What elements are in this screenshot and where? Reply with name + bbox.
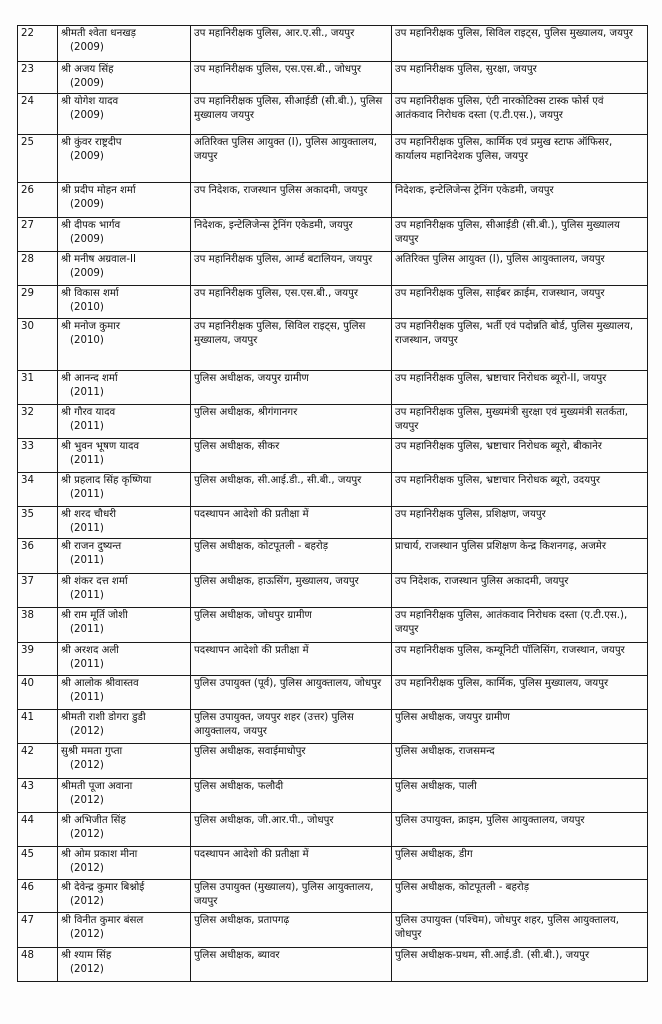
officer-batch: (2009) [70,78,104,89]
new-posting-cell: पुलिस उपायुक्त, क्राइम, पुलिस आयुक्तालय, जयपुर [392,813,648,847]
officer-batch: (2012) [70,863,104,874]
serial-number-cell: 24 [18,94,58,135]
officer-name: श्री शरद चौधरी [61,509,117,520]
officer-batch: (2009) [70,42,104,53]
current-posting-cell: पुलिस अधीक्षक, सी.आई.डी., सी.बी., जयपुर [191,473,392,507]
current-posting-cell: पुलिस अधीक्षक, जयपुर ग्रामीण [191,371,392,405]
new-posting-cell: पुलिस उपायुक्त (पश्चिम), जोधपुर शहर, पुलिस आयुक्तालय, जोधपुर [392,913,648,948]
officer-batch: (2011) [70,624,104,635]
table-row [18,439,648,473]
current-posting-cell: पुलिस उपायुक्त, जयपुर शहर (उत्तर) पुलिस आयुक्तालय, जयपुर [191,710,392,744]
current-posting-cell: पदस्थापन आदेशो की प्रतीक्षा में [191,643,392,676]
serial-number-cell: 33 [18,439,58,473]
officer-cell [58,319,191,371]
officer-batch: (2012) [70,795,104,806]
new-posting-cell: उप महानिरीक्षक पुलिस, एंटी नारकोटिक्स टास्क फोर्स एवं आतंकवाद निरोधक दस्ता (ए.टी.एस.), जयपुर [392,94,648,135]
serial-number-cell: 31 [18,371,58,405]
officer-cell [58,94,191,135]
new-posting-cell: पुलिस अधीक्षक, जयपुर ग्रामीण [392,710,648,744]
serial-number-cell: 28 [18,252,58,286]
current-posting-cell: उप महानिरीक्षक पुलिस, एस.एस.बी., जयपुर [191,286,392,319]
transfer-table [17,25,648,982]
new-posting-cell: उप महानिरीक्षक पुलिस, भ्रष्टाचार निरोधक ब्यूरो, उदयपुर [392,473,648,507]
new-posting-cell: उप महानिरीक्षक पुलिस, मुख्यमंत्री सुरक्षा एवं मुख्यमंत्री सतर्कता, जयपुर [392,405,648,439]
officer-batch: (2010) [70,302,104,313]
officer-batch: (2012) [70,726,104,737]
officer-batch: (2009) [70,268,104,279]
table-body [18,26,648,982]
current-posting-cell: पदस्थापन आदेशो की प्रतीक्षा में [191,507,392,539]
officer-name: श्री योगेश यादव [61,96,119,107]
officer-batch: (2012) [70,929,104,940]
current-posting-cell: पुलिस उपायुक्त (मुख्यालय), पुलिस आयुक्तालय, जयपुर [191,880,392,913]
new-posting-cell: उप महानिरीक्षक पुलिस, सीआईडी (सी.बी.), पुलिस मुख्यालय जयपुर [392,218,648,252]
officer-name: श्री राजन दुष्यन्त [61,541,122,552]
officer-batch: (2011) [70,692,104,703]
table-row [18,880,648,913]
officer-cell [58,507,191,539]
current-posting-cell: पुलिस अधीक्षक, हाऊसिंग, मुख्यालय, जयपुर [191,574,392,608]
officer-name: श्री मनोज कुमार [61,321,120,332]
current-posting-cell: पदस्थापन आदेशो की प्रतीक्षा में [191,847,392,880]
current-posting-cell: पुलिस अधीक्षक, कोटपूतली - बहरोड़ [191,539,392,574]
officer-batch: (2011) [70,489,104,500]
officer-cell [58,371,191,405]
new-posting-cell: उप महानिरीक्षक पुलिस, कार्मिक एवं प्रमुख स्टाफ ऑफिसर, कार्यालय महानिदेशक पुलिस, जयपुर [392,135,648,183]
officer-cell [58,62,191,94]
new-posting-cell: अतिरिक्त पुलिस आयुक्त (I), पुलिस आयुक्तालय, जयपुर [392,252,648,286]
table-row [18,574,648,608]
serial-number-cell: 48 [18,948,58,982]
serial-number-cell: 41 [18,710,58,744]
table-row [18,948,648,982]
current-posting-cell: उप महानिरीक्षक पुलिस, आर्म्ड बटालियन, जयपुर [191,252,392,286]
officer-name: श्री आनन्द शर्मा [61,373,118,384]
officer-name: श्री कुंवर राष्ट्रदीप [61,137,122,148]
table-row [18,676,648,710]
new-posting-cell: उप निदेशक, राजस्थान पुलिस अकादमी, जयपुर [392,574,648,608]
table-row [18,913,648,948]
table-row [18,62,648,94]
officer-batch: (2011) [70,590,104,601]
table-row [18,319,648,371]
current-posting-cell: उप महानिरीक्षक पुलिस, सीआईडी (सी.बी.), पुलिस मुख्यालय जयपुर [191,94,392,135]
current-posting-cell: निदेशक, इन्टेलिजेन्स ट्रेनिंग एकेडमी, जयपुर [191,218,392,252]
current-posting-cell: पुलिस अधीक्षक, श्रीगंगानगर [191,405,392,439]
officer-batch: (2009) [70,234,104,245]
officer-name: श्रीमती राशी डोगरा डुडी [61,712,146,723]
serial-number-cell: 38 [18,608,58,643]
officer-batch: (2012) [70,964,104,975]
new-posting-cell: उप महानिरीक्षक पुलिस, आतंकवाद निरोधक दस्ता (ए.टी.एस.), जयपुर [392,608,648,643]
new-posting-cell: उप महानिरीक्षक पुलिस, भर्ती एवं पदोन्नति बोर्ड, पुलिस मुख्यालय, राजस्थान, जयपुर [392,319,648,371]
current-posting-cell: पुलिस अधीक्षक, जी.आर.पी., जोधपुर [191,813,392,847]
officer-cell [58,473,191,507]
officer-batch: (2009) [70,110,104,121]
new-posting-cell: उप महानिरीक्षक पुलिस, कार्मिक, पुलिस मुख्यालय, जयपुर [392,676,648,710]
officer-cell [58,135,191,183]
table-row [18,813,648,847]
officer-name: श्री अजय सिंह [61,64,114,75]
officer-name: श्री विकास शर्मा [61,288,119,299]
officer-batch: (2012) [70,896,104,907]
current-posting-cell: अतिरिक्त पुलिस आयुक्त (I), पुलिस आयुक्तालय, जयपुर [191,135,392,183]
table-row [18,183,648,218]
serial-number-cell: 45 [18,847,58,880]
officer-cell [58,744,191,779]
officer-name: श्री ओम प्रकाश मीना [61,849,138,860]
officer-cell [58,252,191,286]
officer-cell [58,405,191,439]
officer-cell [58,26,191,62]
table-row [18,286,648,319]
officer-name: सुश्री ममता गुप्ता [61,746,123,757]
officer-cell [58,676,191,710]
new-posting-cell: प्राचार्य, राजस्थान पुलिस प्रशिक्षण केन्द्र किशनगढ़, अजमेर [392,539,648,574]
current-posting-cell: पुलिस उपायुक्त (पूर्व), पुलिस आयुक्तालय, जोधपुर [191,676,392,710]
serial-number-cell: 47 [18,913,58,948]
officer-batch: (2011) [70,421,104,432]
officer-cell [58,948,191,982]
serial-number-cell: 32 [18,405,58,439]
officer-cell [58,779,191,813]
officer-name: श्री मनीष अग्रवाल-II [61,254,137,265]
current-posting-cell: पुलिस अधीक्षक, प्रतापगढ़ [191,913,392,948]
serial-number-cell: 29 [18,286,58,319]
serial-number-cell: 46 [18,880,58,913]
table-row [18,371,648,405]
table-row [18,26,648,62]
officer-name: श्री श्याम सिंह [61,950,112,961]
serial-number-cell: 25 [18,135,58,183]
table-row [18,507,648,539]
table-row [18,643,648,676]
serial-number-cell: 43 [18,779,58,813]
current-posting-cell: पुलिस अधीक्षक, सवाईमाधोपुर [191,744,392,779]
serial-number-cell: 36 [18,539,58,574]
new-posting-cell: उप महानिरीक्षक पुलिस, सुरक्षा, जयपुर [392,62,648,94]
officer-name: श्रीमती पूजा अवाना [61,781,133,792]
officer-name: श्री देवेन्द्र कुमार बिश्नोई [61,882,145,893]
serial-number-cell: 26 [18,183,58,218]
officer-cell [58,608,191,643]
officer-name: श्री दीपक भार्गव [61,220,121,231]
current-posting-cell: पुलिस अधीक्षक, फलौदी [191,779,392,813]
table-row [18,473,648,507]
officer-cell [58,218,191,252]
current-posting-cell: उप महानिरीक्षक पुलिस, सिविल राइट्स, पुलिस मुख्यालय, जयपुर [191,319,392,371]
officer-batch: (2009) [70,199,104,210]
officer-batch: (2011) [70,555,104,566]
officer-name: श्री प्रदीप मोहन शर्मा [61,185,136,196]
officer-batch: (2009) [70,151,104,162]
table-row [18,135,648,183]
officer-name: श्री गौरव यादव [61,407,116,418]
officer-name: श्री आलोक श्रीवास्तव [61,678,139,689]
officer-cell [58,710,191,744]
serial-number-cell: 44 [18,813,58,847]
officer-batch: (2011) [70,659,104,670]
new-posting-cell: उप महानिरीक्षक पुलिस, प्रशिक्षण, जयपुर [392,507,648,539]
current-posting-cell: उप महानिरीक्षक पुलिस, एस.एस.बी., जोधपुर [191,62,392,94]
officer-cell [58,539,191,574]
officer-batch: (2012) [70,760,104,771]
current-posting-cell: पुलिस अधीक्षक, जोधपुर ग्रामीण [191,608,392,643]
new-posting-cell: पुलिस अधीक्षक-प्रथम, सी.आई.डी. (सी.बी.), जयपुर [392,948,648,982]
serial-number-cell: 40 [18,676,58,710]
officer-batch: (2012) [70,829,104,840]
table-row [18,218,648,252]
table-row [18,405,648,439]
officer-batch: (2010) [70,335,104,346]
table-row [18,779,648,813]
new-posting-cell: पुलिस अधीक्षक, कोटपूतली - बहरोड़ [392,880,648,913]
serial-number-cell: 30 [18,319,58,371]
serial-number-cell: 35 [18,507,58,539]
officer-name: श्री शंकर दत्त शर्मा [61,576,128,587]
officer-name: श्री अरशद अली [61,645,119,656]
current-posting-cell: उप निदेशक, राजस्थान पुलिस अकादमी, जयपुर [191,183,392,218]
table-row [18,744,648,779]
serial-number-cell: 23 [18,62,58,94]
officer-cell [58,813,191,847]
new-posting-cell: उप महानिरीक्षक पुलिस, भ्रष्टाचार निरोधक ब्यूरो, बीकानेर [392,439,648,473]
officer-cell [58,880,191,913]
new-posting-cell: पुलिस अधीक्षक, डीग [392,847,648,880]
officer-cell [58,286,191,319]
officer-cell [58,183,191,218]
officer-batch: (2011) [70,455,104,466]
new-posting-cell: उप महानिरीक्षक पुलिस, सिविल राइट्स, पुलिस मुख्यालय, जयपुर [392,26,648,62]
table-row [18,252,648,286]
new-posting-cell: पुलिस अधीक्षक, राजसमन्द [392,744,648,779]
officer-name: श्री प्रहलाद सिंह कृष्णिया [61,475,152,486]
officer-name: श्री भुवन भूषण यादव [61,441,140,452]
officer-cell [58,847,191,880]
officer-name: श्रीमती श्वेता धनखड़ [61,28,137,39]
officer-batch: (2011) [70,523,104,534]
table-row [18,608,648,643]
serial-number-cell: 22 [18,26,58,62]
new-posting-cell: पुलिस अधीक्षक, पाली [392,779,648,813]
new-posting-cell: निदेशक, इन्टेलिजेन्स ट्रेनिंग एकेडमी, जयपुर [392,183,648,218]
new-posting-cell: उप महानिरीक्षक पुलिस, साईबर क्राईम, राजस्थान, जयपुर [392,286,648,319]
new-posting-cell: उप महानिरीक्षक पुलिस, कम्यूनिटी पॉलिसिंग, राजस्थान, जयपुर [392,643,648,676]
officer-cell [58,643,191,676]
officer-cell [58,913,191,948]
serial-number-cell: 39 [18,643,58,676]
officer-name: श्री अभिजीत सिंह [61,815,126,826]
table-row [18,710,648,744]
table-row [18,539,648,574]
current-posting-cell: पुलिस अधीक्षक, ब्यावर [191,948,392,982]
officer-name: श्री विनीत कुमार बंसल [61,915,144,926]
serial-number-cell: 42 [18,744,58,779]
serial-number-cell: 27 [18,218,58,252]
table-row [18,94,648,135]
current-posting-cell: उप महानिरीक्षक पुलिस, आर.ए.सी., जयपुर [191,26,392,62]
officer-batch: (2011) [70,387,104,398]
officer-cell [58,439,191,473]
new-posting-cell: उप महानिरीक्षक पुलिस, भ्रष्टाचार निरोधक ब्यूरो-II, जयपुर [392,371,648,405]
serial-number-cell: 37 [18,574,58,608]
table-row [18,847,648,880]
serial-number-cell: 34 [18,473,58,507]
officer-cell [58,574,191,608]
officer-name: श्री राम मूर्ति जोशी [61,610,128,621]
current-posting-cell: पुलिस अधीक्षक, सीकर [191,439,392,473]
